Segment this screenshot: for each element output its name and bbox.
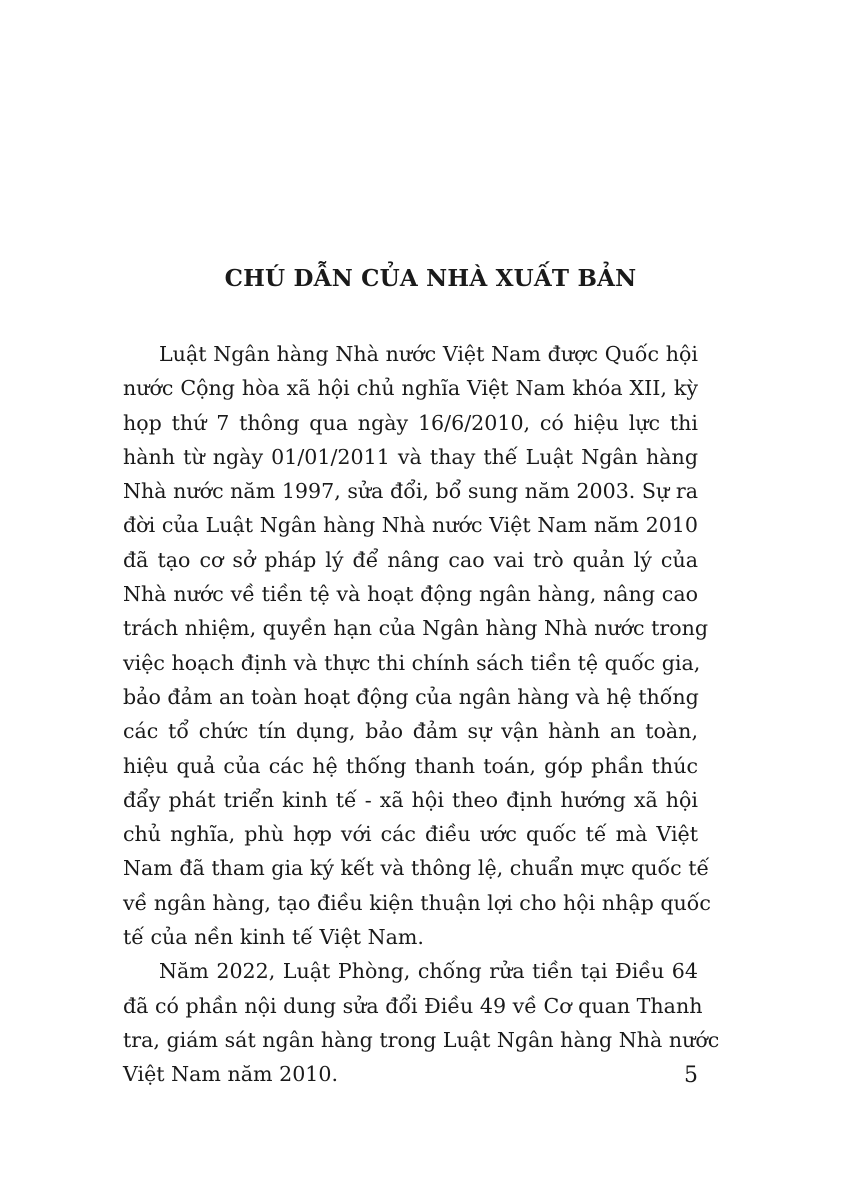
text-line: tế của nền kinh tế Việt Nam. <box>123 925 424 950</box>
paragraph-1 <box>123 337 711 954</box>
text-line: tra, giám sát ngân hàng trong Luật Ngân hàng Nhà nước <box>123 1027 720 1052</box>
text-line: Việt Nam năm 2010. <box>123 1062 339 1087</box>
text-line: bảo đảm an toàn hoạt động của ngân hàng và hệ thống <box>123 684 699 709</box>
text-line: đời của Luật Ngân hàng Nhà nước Việt Nam năm 2010 <box>123 513 698 538</box>
text-line: đã tạo cơ sở pháp lý để nâng cao vai trò quản lý của <box>123 547 698 572</box>
paragraph-2 <box>123 954 720 1091</box>
text-line: Luật Ngân hàng Nhà nước Việt Nam được Quốc hội <box>159 342 698 366</box>
text-line: Nhà nước về tiền tệ và hoạt động ngân hàng, nâng cao <box>123 582 698 607</box>
text-line: đẩy phát triển kinh tế - xã hội theo định hướng xã hội <box>123 787 698 812</box>
text-line: trách nhiệm, quyền hạn của Ngân hàng Nhà nước trong <box>123 616 709 641</box>
text-line: về ngân hàng, tạo điều kiện thuận lợi cho hội nhập quốc <box>123 890 711 915</box>
text-line: các tổ chức tín dụng, bảo đảm sự vận hành an toàn, <box>123 719 698 744</box>
page-title: CHÚ DẪN CỦA NHÀ XUẤT BẢN <box>224 265 637 292</box>
page-number: 5 <box>684 1063 698 1088</box>
text-line: nước Cộng hòa xã hội chủ nghĩa Việt Nam khóa XII, kỳ <box>123 376 698 401</box>
text-line: việc hoạch định và thực thi chính sách tiền tệ quốc gia, <box>123 650 701 675</box>
text-line: họp thứ 7 thông qua ngày 16/6/2010, có hiệu lực thi <box>123 410 698 435</box>
text-line: đã có phần nội dung sửa đổi Điều 49 về Cơ quan Thanh <box>123 993 703 1018</box>
text-line: Năm 2022, Luật Phòng, chống rửa tiền tại Điều 64 <box>159 959 698 984</box>
text-line: chủ nghĩa, phù hợp với các điều ước quốc tế mà Việt <box>123 822 698 847</box>
text-line: hiệu quả của các hệ thống thanh toán, góp phần thúc <box>123 753 698 778</box>
text-line: Nhà nước năm 1997, sửa đổi, bổ sung năm 2003. Sự ra <box>123 479 698 504</box>
text-line: hành từ ngày 01/01/2011 và thay thế Luật Ngân hàng <box>123 444 698 469</box>
body-text <box>123 337 720 1092</box>
text-line: Nam đã tham gia ký kết và thông lệ, chuẩn mực quốc tế <box>123 856 710 881</box>
